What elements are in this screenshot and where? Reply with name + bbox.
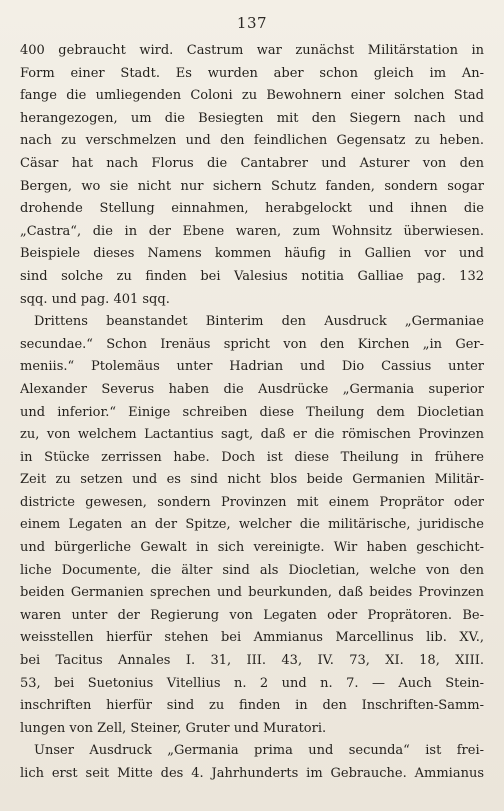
text-line: Form einer Stadt. Es wurden aber schon gleich im An- <box>20 65 484 81</box>
text-line: einem Legaten an der Spitze, welcher die militärische, juridische <box>20 517 484 533</box>
text-line: herangezogen, um die Besiegten mit den Siegern nach und <box>20 110 484 126</box>
text-line: beiden Germanien sprechen und beurkunden, daß beides Provinzen <box>20 585 484 601</box>
text-line: Unser Ausdruck „Germania prima und secunda“ ist frei- <box>34 743 484 759</box>
text-line: meniis.“ Ptolemäus unter Hadrian und Dio Cassius unter <box>20 359 484 375</box>
text-line: Zeit zu setzen und es sind nicht blos beide Germanien Militär- <box>20 472 484 488</box>
text-line: Cäsar hat nach Florus die Cantabrer und Asturer von den <box>20 155 484 171</box>
text-line: zu, von welchem Lactantius sagt, daß er die römischen Provinzen <box>20 427 484 443</box>
text-line: liche Documente, die älter sind als Diocletian, welche von den <box>20 562 484 578</box>
text-line: und bürgerliche Gewalt in sich vereinigte. Wir haben geschicht- <box>20 540 484 556</box>
text-line: Beispiele dieses Namens kommen häufig in Gallien vor und <box>20 246 484 262</box>
text-line: 400 gebraucht wird. Castrum war zunächst Militärstation in <box>20 43 484 58</box>
text-line: waren unter der Regierung von Legaten oder Proprätoren. Be- <box>20 607 484 623</box>
text-line: fange die umliegenden Coloni zu Bewohnern einer solchen Stad <box>20 88 484 104</box>
text-line: 53, bei Suetonius Vitellius n. 2 und n. 7. — Auch Stein- <box>20 675 484 691</box>
body-text <box>20 40 484 786</box>
text-line: weisstellen hierfür stehen bei Ammianus Marcellinus lib. XV., <box>20 630 484 646</box>
text-line: lich erst seit Mitte des 4. Jahrhunderts im Gebrauche. Ammianus <box>20 766 484 781</box>
text-line: und inferior.“ Einige schreiben diese Theilung dem Diocletian <box>20 404 484 420</box>
text-line: secundae.“ Schon Irenäus spricht von den Kirchen „in Ger- <box>20 336 484 352</box>
text-line: in Stücke zerrissen habe. Doch ist diese Theilung in frühere <box>20 449 484 465</box>
text-line: Bergen, wo sie nicht nur sichern Schutz fanden, sondern sogar <box>20 178 484 194</box>
text-line: inschriften hierfür sind zu finden in den Inschriften-Samm- <box>20 698 484 714</box>
text-line: „Castra“, die in der Ebene waren, zum Wohnsitz überwiesen. <box>20 223 484 239</box>
text-line: bei Tacitus Annales I. 31, III. 43, IV. 73, XI. 18, XIII. <box>20 653 484 669</box>
text-line: lungen von Zell, Steiner, Gruter und Muratori. <box>20 720 327 736</box>
text-line: Alexander Severus haben die Ausdrücke „Germania superior <box>20 381 484 397</box>
text-line: drohende Stellung einnahmen, herabgelockt und ihnen die <box>20 201 484 217</box>
text-line: sind solche zu finden bei Valesius notitia Galliae pag. 132 <box>20 268 484 284</box>
text-line: Drittens beanstandet Binterim den Ausdruck „Germaniae <box>34 314 484 330</box>
text-line: districte gewesen, sondern Provinzen mit einem Proprätor oder <box>20 494 484 510</box>
text-line: nach zu verschmelzen und den feindlichen Gegensatz zu heben. <box>20 133 484 149</box>
page-number: 137 <box>236 14 268 32</box>
text-line: sqq. und pag. 401 sqq. <box>20 291 170 307</box>
